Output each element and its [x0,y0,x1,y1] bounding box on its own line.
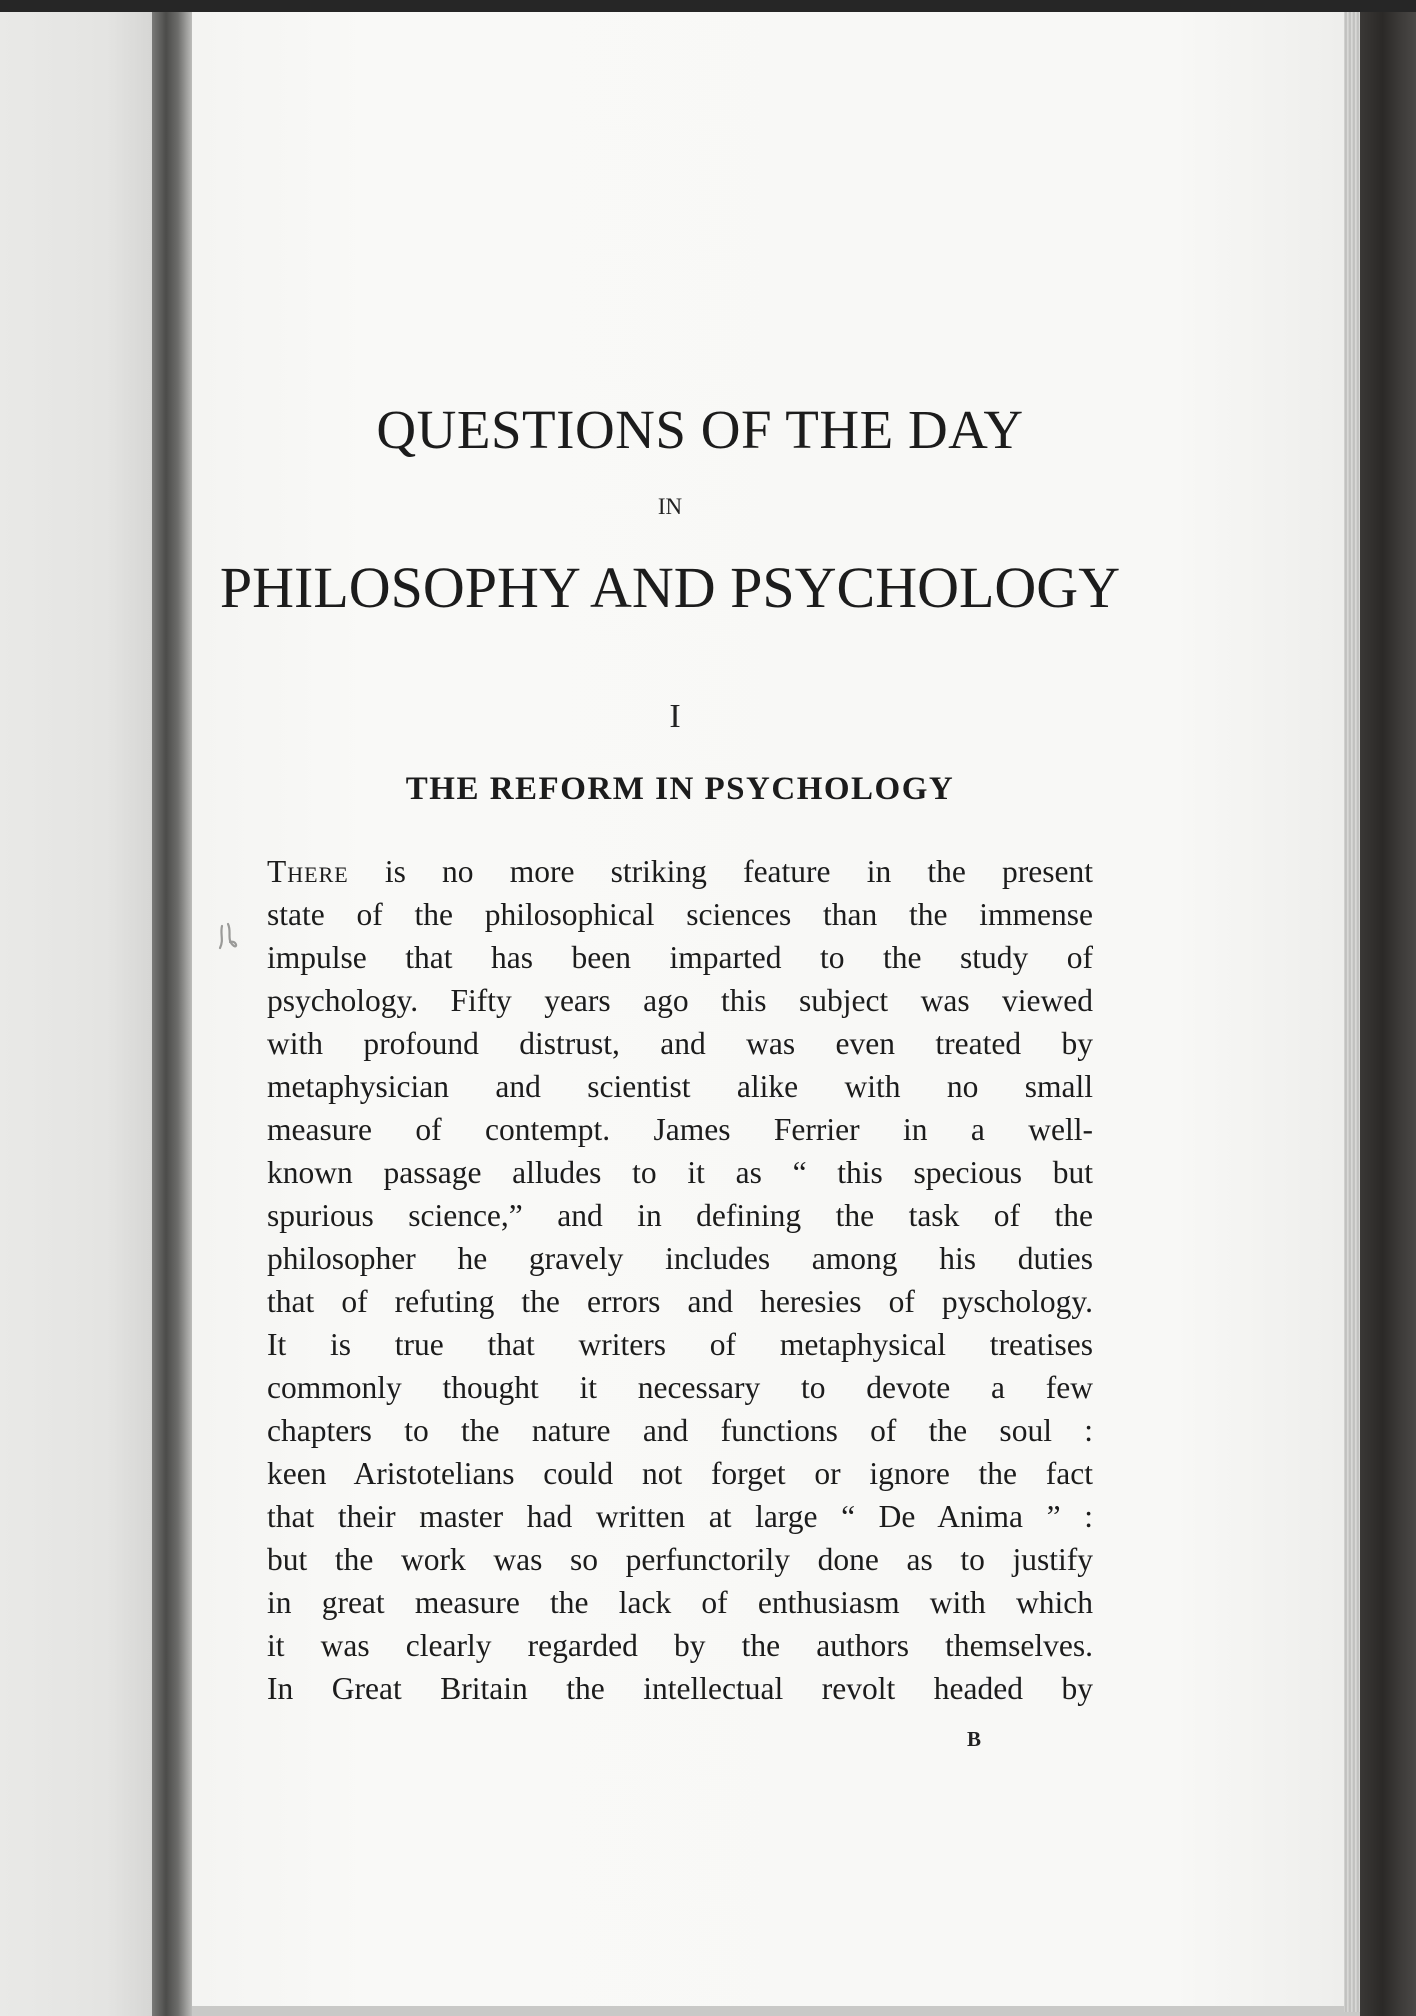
body-line: measure of contempt. James Ferrier in a well- [267,1112,1093,1147]
body-line: that of refuting the errors and heresies of pyschology. [267,1284,1093,1319]
body-paragraph [267,850,1093,1710]
book-gutter [152,12,192,2016]
body-line: in great measure the lack of enthusiasm with which [267,1585,1093,1620]
body-line: In Great Britain the intellectual revolt headed by [267,1671,1093,1706]
body-line: spurious science,” and in defining the task of the [267,1198,1093,1233]
body-line: that their master had written at large “ De Anima ” : [267,1499,1093,1534]
body-line: with profound distrust, and was even treated by [267,1026,1093,1061]
body-line: It is true that writers of metaphysical treatises [267,1327,1093,1362]
scan-top-border [0,0,1416,12]
body-line: keen Aristotelians could not forget or ignore the fact [267,1456,1093,1491]
body-line: state of the philosophical sciences than the immense [267,897,1093,932]
pencil-annotation-mark [214,918,254,968]
page-edges [1344,12,1360,2012]
opening-word: There [267,854,349,889]
body-line: commonly thought it necessary to devote a few [267,1370,1093,1405]
chapter-number: I [669,698,681,735]
body-line: metaphysician and scientist alike with no small [267,1069,1093,1104]
body-line: philosopher he gravely includes among his duties [267,1241,1093,1276]
body-line: but the work was so perfunctorily done as to justify [267,1542,1093,1577]
body-line-text: is no more striking feature in the present [348,854,1093,889]
chapter-title: THE REFORM IN PSYCHOLOGY [405,771,955,807]
book-subtitle: PHILOSOPHY AND PSYCHOLOGY [219,555,1121,620]
signature-mark: B [966,1727,981,1751]
book-cover-edge [1360,12,1416,2016]
body-line: impulse that has been imparted to the study of [267,940,1093,975]
body-line: known passage alludes to it as “ this specious but [267,1155,1093,1190]
title-connector: IN [657,494,683,519]
body-line: psychology. Fifty years ago this subject was viewed [267,983,1093,1018]
left-page-blank [0,12,152,2016]
body-line [267,850,1093,893]
body-line: it was clearly regarded by the authors themselves. [267,1628,1093,1663]
body-line: chapters to the nature and functions of the soul : [267,1413,1093,1448]
book-title: QUESTIONS OF THE DAY [376,399,1024,460]
